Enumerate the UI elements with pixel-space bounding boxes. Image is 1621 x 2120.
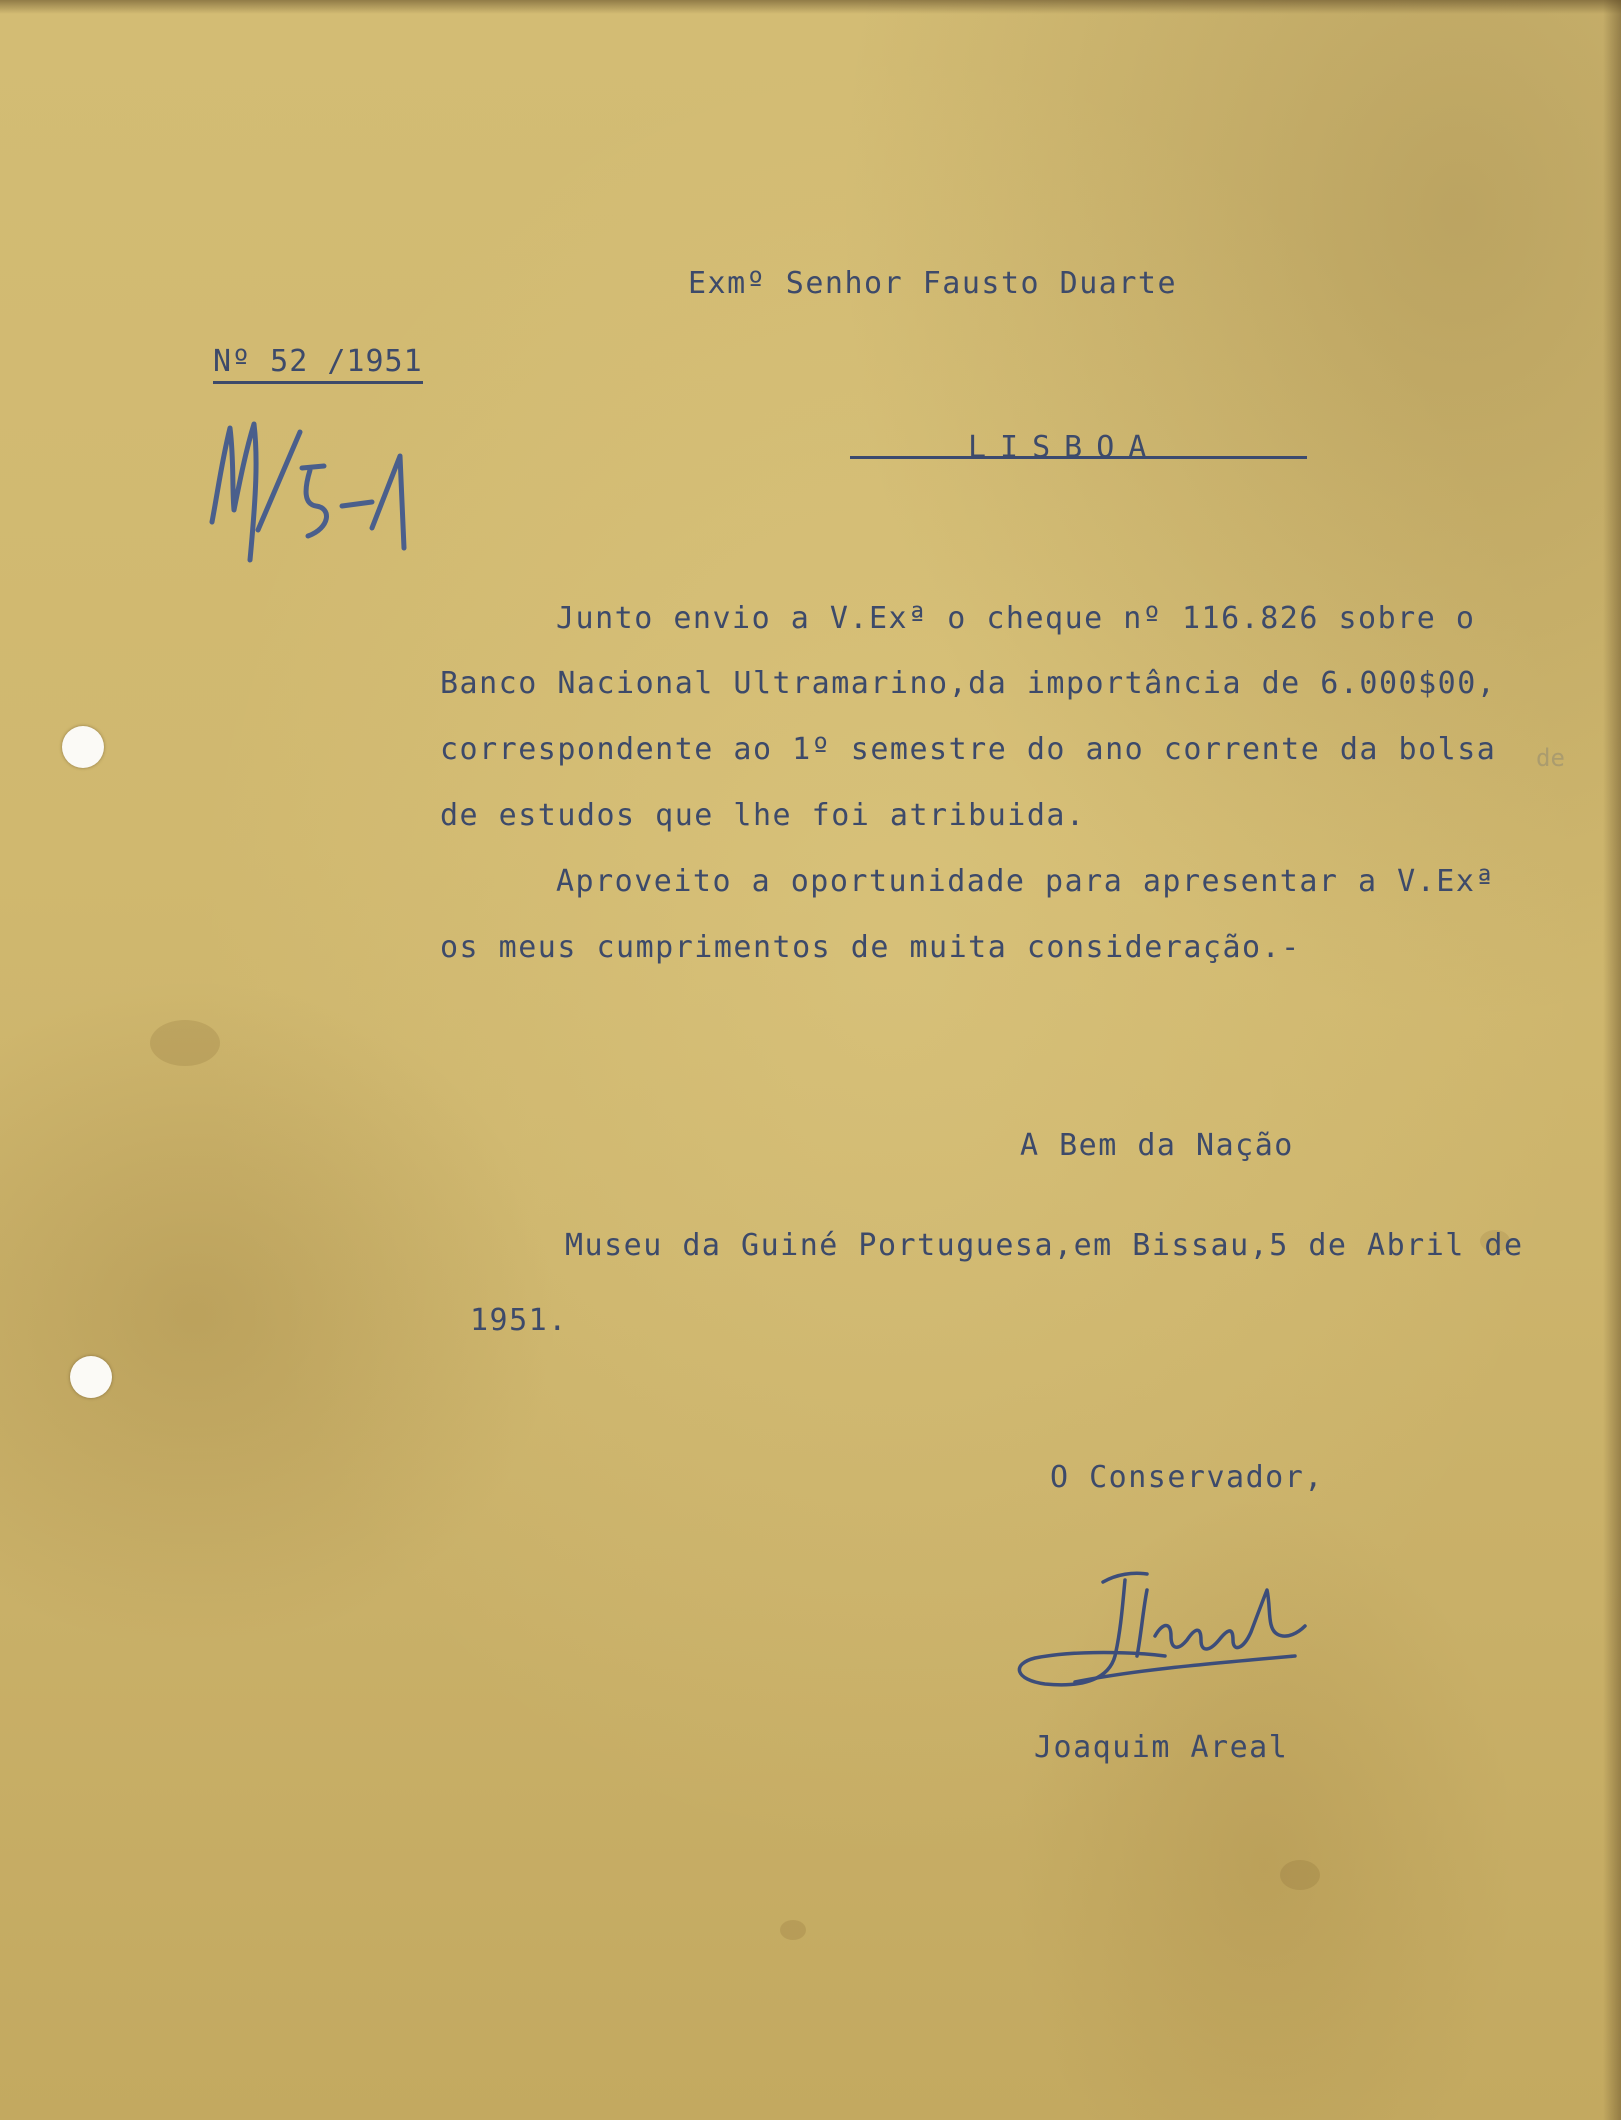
paper-stain: [1280, 1860, 1320, 1890]
city-underline: [850, 456, 1307, 459]
handwritten-note: [200, 410, 430, 580]
reference-number: Nº 52 /1951: [213, 344, 423, 384]
place-date-line: 1951.: [470, 1303, 568, 1338]
paper-edge-top: [0, 0, 1621, 14]
show-through-mark: de: [1536, 744, 1565, 772]
body-line: Aproveito a oportunidade para apresentar a V.Exª: [556, 864, 1495, 899]
paper-stain: [780, 1920, 806, 1940]
signer-name: Joaquim Areal: [1034, 1730, 1289, 1765]
punch-hole-bottom: [70, 1356, 112, 1398]
signer-title: O Conservador,: [1050, 1460, 1324, 1495]
city-heading: LISBOA: [968, 430, 1161, 465]
body-line: correspondente ao 1º semestre do ano corrente da bolsa: [440, 732, 1497, 767]
body-line: de estudos que lhe foi atribuida.: [440, 798, 1086, 833]
paper-stain: [150, 1020, 220, 1066]
handwritten-signature: [1005, 1560, 1335, 1710]
closing-salutation: A Bem da Nação: [1020, 1128, 1294, 1163]
body-line: Junto envio a V.Exª o cheque nº 116.826 sobre o: [556, 601, 1476, 636]
place-date-line: Museu da Guiné Portuguesa,em Bissau,5 de Abril de: [565, 1228, 1524, 1263]
punch-hole-top: [62, 726, 104, 768]
body-line: os meus cumprimentos de muita consideração.-: [440, 930, 1301, 965]
addressee: Exmº Senhor Fausto Duarte: [688, 266, 1178, 301]
paper-edge-right: [1603, 0, 1621, 2120]
body-line: Banco Nacional Ultramarino,da importância de 6.000$00,: [440, 666, 1497, 701]
